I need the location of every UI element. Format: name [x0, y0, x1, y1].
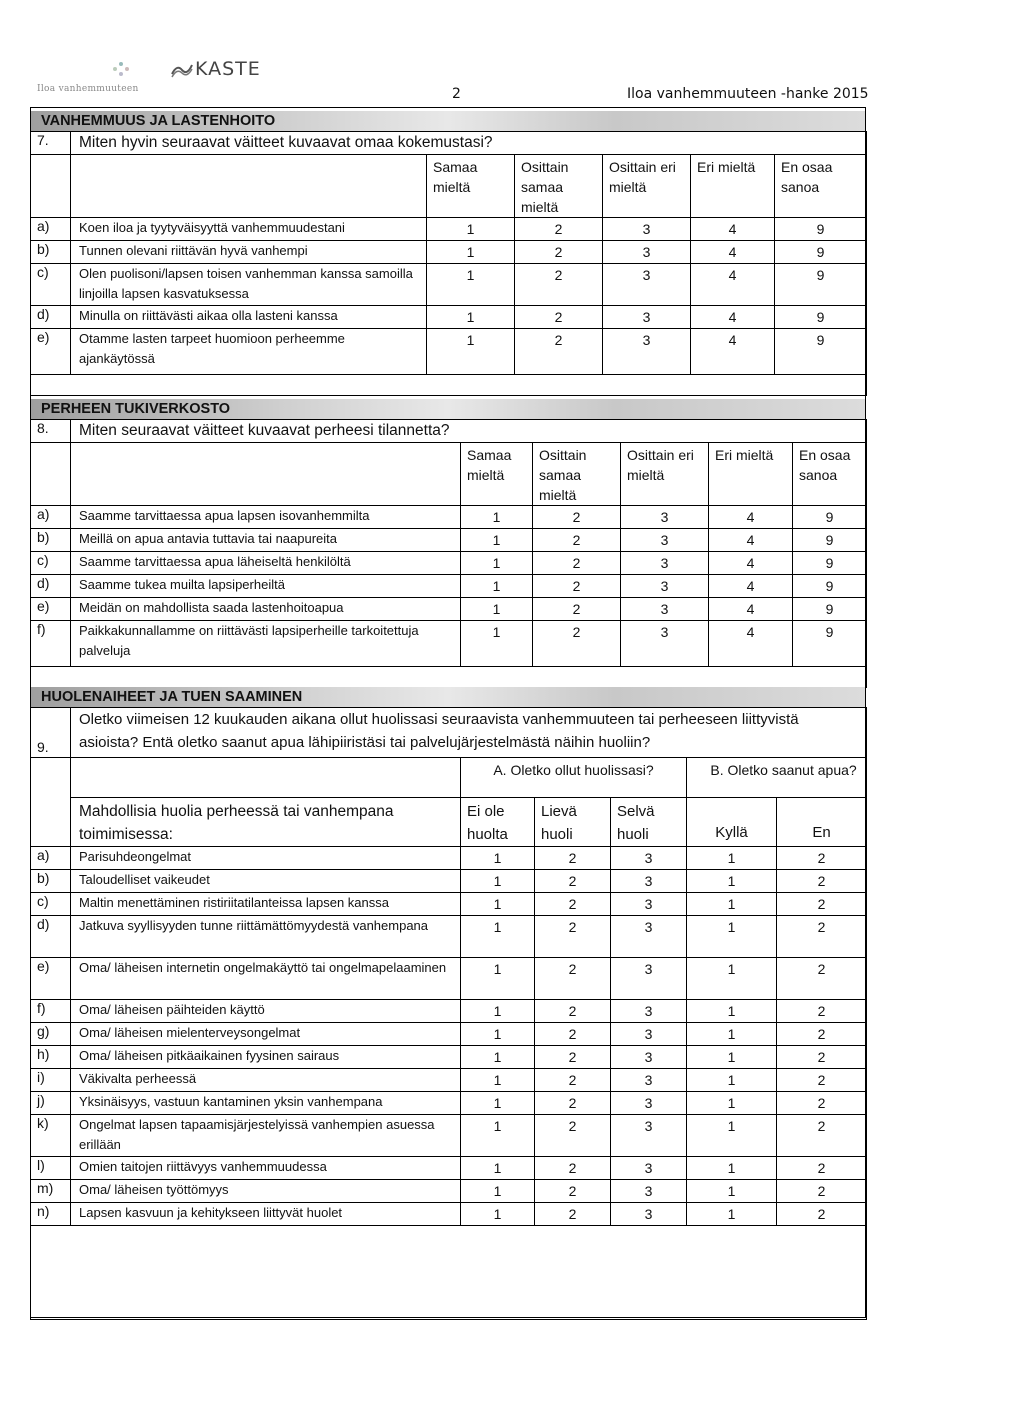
answer-option[interactable]: 1	[427, 241, 515, 264]
table-row	[31, 264, 867, 306]
item-text: Maltin menettäminen ristiriitatilanteissa lapsen kanssa	[71, 893, 461, 916]
answer-option[interactable]: 4	[709, 529, 793, 552]
answer-option[interactable]: 2	[535, 1180, 611, 1203]
answer-option[interactable]: 3	[611, 1023, 687, 1046]
item-text: Lapsen kasvuun ja kehitykseen liittyvät huolet	[71, 1203, 461, 1226]
answer-option[interactable]: 3	[611, 893, 687, 916]
answer-option[interactable]: 2	[515, 241, 603, 264]
answer-option[interactable]: 3	[621, 552, 709, 575]
group-b-header: B. Oletko saanut apua?	[687, 758, 867, 798]
item-letter: n)	[31, 1203, 71, 1226]
column-header: Selvä huoli	[611, 798, 687, 847]
column-header: Osittain samaa mieltä	[533, 443, 621, 506]
column-header: En osaa sanoa	[775, 155, 867, 218]
answer-option[interactable]: 2	[533, 575, 621, 598]
item-text: Taloudelliset vaikeudet	[71, 870, 461, 893]
answer-option[interactable]: 1	[461, 847, 535, 870]
table-row	[31, 1023, 867, 1046]
answer-option[interactable]: 3	[603, 264, 691, 306]
table-row	[31, 1069, 867, 1092]
item-letter: c)	[31, 264, 71, 306]
answer-option[interactable]: 1	[687, 847, 777, 870]
flower-logo-icon	[110, 60, 132, 78]
answer-option[interactable]: 1	[461, 958, 535, 1000]
answer-option[interactable]: 1	[461, 893, 535, 916]
answer-option[interactable]: 3	[603, 241, 691, 264]
answer-option[interactable]: 2	[515, 218, 603, 241]
answer-option[interactable]: 2	[533, 621, 621, 667]
column-header: Eri mieltä	[709, 443, 793, 506]
table-row	[31, 1180, 867, 1203]
answer-option[interactable]: 1	[461, 575, 533, 598]
answer-option[interactable]: 1	[461, 1180, 535, 1203]
item-text: Oma/ läheisen pitkäaikainen fyysinen sairaus	[71, 1046, 461, 1069]
item-letter: l)	[31, 1157, 71, 1180]
table-row	[31, 847, 867, 870]
answer-option[interactable]: 1	[461, 1000, 535, 1023]
answer-option[interactable]: 1	[461, 1092, 535, 1115]
answer-option[interactable]: 3	[611, 870, 687, 893]
answer-option[interactable]: 2	[533, 506, 621, 529]
answer-option[interactable]: 2	[535, 1023, 611, 1046]
item-text: Väkivalta perheessä	[71, 1069, 461, 1092]
page-number: 2	[452, 86, 461, 102]
answer-option[interactable]: 9	[793, 552, 867, 575]
answer-option[interactable]: 2	[777, 1069, 867, 1092]
item-letter: e)	[31, 958, 71, 1000]
answer-option[interactable]: 3	[603, 329, 691, 375]
answer-option[interactable]: 2	[777, 1157, 867, 1180]
answer-option[interactable]: 9	[775, 241, 867, 264]
item-letter: a)	[31, 506, 71, 529]
answer-option[interactable]: 1	[687, 1092, 777, 1115]
table-row	[31, 870, 867, 893]
item-text: Koen iloa ja tyytyväisyyttä vanhemmuudestani	[71, 218, 427, 241]
column-header: Lievä huoli	[535, 798, 611, 847]
item-letter: b)	[31, 870, 71, 893]
answer-option[interactable]: 3	[611, 916, 687, 958]
spacer-row	[31, 1226, 867, 1320]
answer-option[interactable]: 3	[611, 1000, 687, 1023]
question-text: Oletko viimeisen 12 kuukauden aikana ollut huolissasi seuraavista vanhemmuuteen tai perheeseen liittyvistä asioista? Entä oletko saanut apua lähipiiristäsi tai palvelujärjestelmästä näihin huoliin?	[71, 708, 867, 758]
answer-option[interactable]: 2	[515, 264, 603, 306]
project-title: Iloa vanhemmuuteen -hanke 2015	[627, 86, 869, 102]
answer-option[interactable]: 9	[793, 529, 867, 552]
spacer-row	[31, 375, 867, 396]
table-row	[31, 529, 867, 552]
question-text: Miten hyvin seuraavat väitteet kuvaavat omaa kokemustasi?	[71, 132, 867, 155]
item-letter: b)	[31, 529, 71, 552]
item-text: Omien taitojen riittävyys vanhemmuudessa	[71, 1157, 461, 1180]
answer-option[interactable]: 9	[775, 329, 867, 375]
answer-option[interactable]: 2	[777, 1092, 867, 1115]
column-header: En osaa sanoa	[793, 443, 867, 506]
table-row	[31, 621, 867, 667]
answer-option[interactable]: 1	[461, 1157, 535, 1180]
answer-option[interactable]: 3	[611, 1115, 687, 1157]
answer-option[interactable]: 1	[687, 893, 777, 916]
answer-option[interactable]: 4	[709, 506, 793, 529]
item-text: Oma/ läheisen päihteiden käyttö	[71, 1000, 461, 1023]
answer-option[interactable]: 3	[603, 306, 691, 329]
item-text: Meidän on mahdollista saada lastenhoitoapua	[71, 598, 461, 621]
answer-option[interactable]: 1	[427, 329, 515, 375]
item-text: Minulla on riittävästi aikaa olla lasteni kanssa	[71, 306, 427, 329]
item-letter: f)	[31, 621, 71, 667]
answer-option[interactable]: 1	[461, 1115, 535, 1157]
item-letter: g)	[31, 1023, 71, 1046]
answer-option[interactable]: 2	[535, 870, 611, 893]
answer-option[interactable]: 1	[427, 218, 515, 241]
item-letter: d)	[31, 575, 71, 598]
answer-option[interactable]: 2	[777, 916, 867, 958]
column-header: Samaa mieltä	[427, 155, 515, 218]
answer-option[interactable]: 1	[427, 306, 515, 329]
item-letter: c)	[31, 552, 71, 575]
answer-option[interactable]: 3	[621, 506, 709, 529]
question-number: 8.	[31, 420, 71, 443]
answer-option[interactable]: 2	[777, 1203, 867, 1226]
answer-option[interactable]: 1	[461, 621, 533, 667]
answer-option[interactable]: 1	[427, 264, 515, 306]
answer-option[interactable]: 2	[777, 893, 867, 916]
table-row	[31, 1000, 867, 1023]
answer-option[interactable]: 2	[535, 1115, 611, 1157]
question-7-table	[30, 131, 867, 396]
answer-option[interactable]: 1	[687, 1046, 777, 1069]
answer-option[interactable]: 3	[611, 1157, 687, 1180]
answer-option[interactable]: 2	[533, 529, 621, 552]
answer-option[interactable]: 1	[687, 1115, 777, 1157]
answer-option[interactable]: 4	[709, 621, 793, 667]
answer-option[interactable]: 2	[535, 1203, 611, 1226]
table-row	[31, 575, 867, 598]
item-text: Jatkuva syyllisyyden tunne riittämättömyydestä vanhempana	[71, 916, 461, 958]
item-letter: j)	[31, 1092, 71, 1115]
answer-option[interactable]: 2	[535, 893, 611, 916]
item-text: Tunnen olevani riittävän hyvä vanhempi	[71, 241, 427, 264]
answer-option[interactable]: 1	[461, 916, 535, 958]
answer-option[interactable]: 2	[777, 1115, 867, 1157]
answer-option[interactable]: 4	[691, 306, 775, 329]
table-row	[31, 1046, 867, 1069]
answer-option[interactable]: 2	[535, 958, 611, 1000]
answer-option[interactable]: 1	[687, 1000, 777, 1023]
answer-option[interactable]: 2	[535, 1000, 611, 1023]
answer-option[interactable]: 2	[535, 1092, 611, 1115]
logo-iloa-vanhemmuuteen: Iloa vanhemmuuteen	[37, 84, 139, 94]
item-text: Meillä on apua antavia tuttavia tai naapureita	[71, 529, 461, 552]
answer-option[interactable]: 2	[533, 552, 621, 575]
answer-option[interactable]: 9	[793, 506, 867, 529]
item-text: Saamme tarvittaessa apua läheiseltä henkilöltä	[71, 552, 461, 575]
answer-option[interactable]: 1	[687, 916, 777, 958]
answer-option[interactable]: 9	[775, 218, 867, 241]
table-row	[31, 1203, 867, 1226]
section-title-support-network: PERHEEN TUKIVERKOSTO	[31, 399, 865, 419]
question-8-table	[30, 419, 867, 688]
table-row	[31, 598, 867, 621]
answer-option[interactable]: 3	[611, 1180, 687, 1203]
section-title-worries-support: HUOLENAIHEET JA TUEN SAAMINEN	[31, 687, 865, 707]
answer-option[interactable]: 1	[687, 870, 777, 893]
table-row	[31, 329, 867, 375]
answer-option[interactable]: 2	[777, 1180, 867, 1203]
column-header: En	[777, 798, 867, 847]
answer-option[interactable]: 4	[709, 552, 793, 575]
question-number: 7.	[31, 132, 71, 155]
answer-option[interactable]: 2	[515, 306, 603, 329]
answer-option[interactable]: 3	[611, 1046, 687, 1069]
answer-option[interactable]: 3	[603, 218, 691, 241]
answer-option[interactable]: 3	[611, 1092, 687, 1115]
answer-option[interactable]: 2	[535, 1069, 611, 1092]
item-letter: a)	[31, 218, 71, 241]
answer-option[interactable]: 2	[777, 958, 867, 1000]
spacer-row	[31, 667, 867, 688]
question-text: Miten seuraavat väitteet kuvaavat perheesi tilannetta?	[71, 420, 867, 443]
item-letter: e)	[31, 329, 71, 375]
table-row	[31, 218, 867, 241]
answer-option[interactable]: 9	[775, 264, 867, 306]
table-row	[31, 506, 867, 529]
column-header: Osittain samaa mieltä	[515, 155, 603, 218]
answer-option[interactable]: 2	[533, 598, 621, 621]
answer-option[interactable]: 3	[611, 847, 687, 870]
answer-option[interactable]: 2	[777, 1000, 867, 1023]
item-letter: h)	[31, 1046, 71, 1069]
item-letter: f)	[31, 1000, 71, 1023]
item-text: Oma/ läheisen työttömyys	[71, 1180, 461, 1203]
group-a-header: A. Oletko ollut huolissasi?	[461, 758, 687, 798]
item-text: Saamme tarvittaessa apua lapsen isovanhemmilta	[71, 506, 461, 529]
item-text: Parisuhdeongelmat	[71, 847, 461, 870]
answer-option[interactable]: 1	[687, 958, 777, 1000]
answer-option[interactable]: 2	[535, 916, 611, 958]
answer-option[interactable]: 3	[611, 958, 687, 1000]
answer-option[interactable]: 3	[611, 1069, 687, 1092]
answer-option[interactable]: 2	[515, 329, 603, 375]
kaste-text: KASTE	[195, 58, 261, 80]
answer-option[interactable]: 2	[777, 847, 867, 870]
logo-kaste	[195, 58, 261, 80]
item-text: Oma/ läheisen mielenterveysongelmat	[71, 1023, 461, 1046]
item-text: Saamme tukea muilta lapsiperheiltä	[71, 575, 461, 598]
answer-option[interactable]: 3	[611, 1203, 687, 1226]
table-row	[31, 1115, 867, 1157]
answer-option[interactable]: 1	[461, 552, 533, 575]
answer-option[interactable]: 1	[461, 1023, 535, 1046]
item-text: Yksinäisyys, vastuun kantaminen yksin vanhempana	[71, 1092, 461, 1115]
answer-option[interactable]: 2	[777, 1023, 867, 1046]
table-row	[31, 1157, 867, 1180]
answer-option[interactable]: 2	[535, 1157, 611, 1180]
column-header: Osittain eri mieltä	[621, 443, 709, 506]
answer-option[interactable]: 1	[687, 1023, 777, 1046]
answer-option[interactable]: 3	[621, 529, 709, 552]
table-row	[31, 958, 867, 1000]
item-letter: a)	[31, 847, 71, 870]
answer-option[interactable]: 1	[461, 506, 533, 529]
answer-option[interactable]: 2	[777, 1046, 867, 1069]
answer-option[interactable]: 1	[461, 529, 533, 552]
answer-option[interactable]: 1	[461, 1046, 535, 1069]
item-text: Ongelmat lapsen tapaamisjärjestelyissä vanhempien asuessa erillään	[71, 1115, 461, 1157]
answer-option[interactable]: 3	[621, 598, 709, 621]
answer-option[interactable]: 1	[687, 1069, 777, 1092]
column-header: Ei ole huolta	[461, 798, 535, 847]
answer-option[interactable]: 2	[535, 1046, 611, 1069]
answer-option[interactable]: 1	[687, 1157, 777, 1180]
answer-option[interactable]: 2	[535, 847, 611, 870]
answer-option[interactable]: 4	[709, 575, 793, 598]
page-header	[0, 0, 1024, 110]
answer-option[interactable]: 4	[691, 241, 775, 264]
answer-option[interactable]: 9	[793, 621, 867, 667]
answer-option[interactable]: 1	[461, 870, 535, 893]
answer-option[interactable]: 4	[709, 598, 793, 621]
column-header: Samaa mieltä	[461, 443, 533, 506]
section-title-parenting: VANHEMMUUS JA LASTENHOITO	[31, 111, 865, 131]
item-text: Olen puolisoni/lapsen toisen vanhemman kanssa samoilla linjoilla lapsen kasvatuksessa	[71, 264, 427, 306]
worries-list-header: Mahdollisia huolia perheessä tai vanhempana toimimisessa:	[71, 798, 461, 847]
answer-option[interactable]: 1	[687, 1203, 777, 1226]
item-letter: b)	[31, 241, 71, 264]
item-text: Otamme lasten tarpeet huomioon perheemme ajankäytössä	[71, 329, 427, 375]
question-number: 9.	[31, 708, 71, 758]
item-text: Paikkakunnallamme on riittävästi lapsiperheille tarkoitettuja palveluja	[71, 621, 461, 667]
item-letter: d)	[31, 306, 71, 329]
item-letter: m)	[31, 1180, 71, 1203]
answer-option[interactable]: 1	[461, 1203, 535, 1226]
answer-option[interactable]: 9	[793, 575, 867, 598]
column-header: Osittain eri mieltä	[603, 155, 691, 218]
answer-option[interactable]: 1	[687, 1180, 777, 1203]
item-letter: d)	[31, 916, 71, 958]
column-header: Kyllä	[687, 798, 777, 847]
item-letter: i)	[31, 1069, 71, 1092]
kaste-wave-icon	[171, 62, 193, 78]
table-row	[31, 552, 867, 575]
answer-option[interactable]: 4	[691, 218, 775, 241]
answer-option[interactable]: 4	[691, 329, 775, 375]
item-letter: c)	[31, 893, 71, 916]
table-row	[31, 241, 867, 264]
answer-option[interactable]: 2	[777, 870, 867, 893]
answer-option[interactable]: 3	[621, 621, 709, 667]
question-9-table	[30, 707, 867, 1320]
answer-option[interactable]: 1	[461, 598, 533, 621]
answer-option[interactable]: 9	[775, 306, 867, 329]
answer-option[interactable]: 1	[461, 1069, 535, 1092]
answer-option[interactable]: 9	[793, 598, 867, 621]
table-row	[31, 893, 867, 916]
table-row	[31, 916, 867, 958]
item-letter: e)	[31, 598, 71, 621]
item-text: Oma/ läheisen internetin ongelmakäyttö tai ongelmapelaaminen	[71, 958, 461, 1000]
table-row	[31, 306, 867, 329]
answer-option[interactable]: 4	[691, 264, 775, 306]
column-header: Eri mieltä	[691, 155, 775, 218]
item-letter: k)	[31, 1115, 71, 1157]
table-row	[31, 1092, 867, 1115]
answer-option[interactable]: 3	[621, 575, 709, 598]
